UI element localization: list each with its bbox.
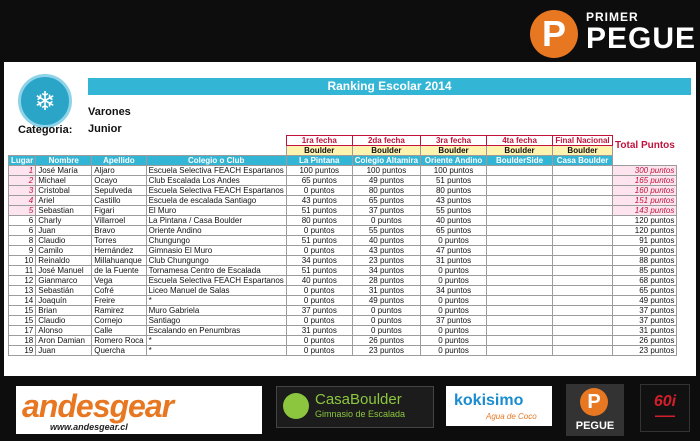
lugar-cell: 10	[9, 256, 36, 266]
modalidad-header: Boulder	[352, 146, 420, 156]
lugar-cell: 14	[9, 296, 36, 306]
fecha2-cell: 49 puntos	[352, 296, 420, 306]
apellido-cell: Quercha	[92, 346, 146, 356]
page-title: Ranking Escolar 2014	[88, 78, 691, 95]
lugar-cell: 9	[9, 246, 36, 256]
fecha3-cell: 0 puntos	[421, 346, 487, 356]
table-row	[9, 206, 677, 216]
nombre-cell: José Manuel	[36, 266, 92, 276]
total-cell: 120 puntos	[613, 216, 677, 226]
sixty-wordmark: 60i	[653, 393, 677, 410]
fecha5-cell	[553, 206, 613, 216]
fecha5-cell	[553, 296, 613, 306]
nombre-cell: Aron Damian	[36, 336, 92, 346]
fecha5-cell	[553, 196, 613, 206]
lugar-cell: 6	[9, 216, 36, 226]
fecha1-cell: 43 puntos	[286, 196, 352, 206]
nombre-cell: Juan	[36, 226, 92, 236]
lugar-cell: 3	[9, 186, 36, 196]
colegio-cell: Oriente Andino	[146, 226, 286, 236]
fecha2-cell: 0 puntos	[352, 216, 420, 226]
fecha5-cell	[553, 346, 613, 356]
fecha5-cell	[553, 176, 613, 186]
nombre-cell: Cristobal	[36, 186, 92, 196]
nombre-cell: Sebastián	[36, 286, 92, 296]
apellido-cell: Hernández	[92, 246, 146, 256]
nombre-cell: José María	[36, 166, 92, 176]
colegio-cell: Chungungo	[146, 236, 286, 246]
casaboulder-subtitle: Gimnasio de Escalada	[315, 409, 406, 419]
lugar-cell: 2	[9, 176, 36, 186]
fecha-header: 3ra fecha	[421, 136, 487, 146]
fecha5-cell	[553, 266, 613, 276]
fecha4-cell	[487, 186, 553, 196]
nombre-cell: Reinaldo	[36, 256, 92, 266]
table-row	[9, 266, 677, 276]
lugar-cell: 15	[9, 306, 36, 316]
total-cell: 85 puntos	[613, 266, 677, 276]
table-row	[9, 246, 677, 256]
fecha5-cell	[553, 216, 613, 226]
casaboulder-logo	[276, 386, 434, 428]
lugar-cell: 1	[9, 166, 36, 176]
fecha5-cell	[553, 226, 613, 236]
fecha1-cell: 0 puntos	[286, 316, 352, 326]
fecha2-cell: 23 puntos	[352, 346, 420, 356]
fecha4-cell	[487, 246, 553, 256]
nombre-cell: Claudio	[36, 316, 92, 326]
apellido-cell: Cofré	[92, 286, 146, 296]
table-row	[9, 176, 677, 186]
total-header: Total Puntos	[615, 140, 675, 151]
lugar-cell: 5	[9, 206, 36, 216]
lugar-cell: 15	[9, 316, 36, 326]
colegio-cell: Gimnasio El Muro	[146, 246, 286, 256]
fecha5-cell	[553, 306, 613, 316]
fecha2-cell: 49 puntos	[352, 176, 420, 186]
fecha3-cell: 100 puntos	[421, 166, 487, 176]
kokisimo-logo	[446, 386, 552, 426]
ranking-sheet	[4, 62, 696, 376]
fecha3-cell: 55 puntos	[421, 206, 487, 216]
fecha5-cell	[553, 236, 613, 246]
fecha5-cell	[553, 326, 613, 336]
fecha4-cell	[487, 216, 553, 226]
fecha2-cell: 26 puntos	[352, 336, 420, 346]
nombre-cell: Claudio	[36, 236, 92, 246]
colegio-cell: Escuela Selectiva FEACH Espartanos	[146, 166, 286, 176]
colegio-cell: *	[146, 296, 286, 306]
lugar-header: Lugar	[9, 156, 36, 166]
fecha1-cell: 51 puntos	[286, 266, 352, 276]
apellido-cell: Villarroel	[92, 216, 146, 226]
casaboulder-wordmark: CasaBoulder	[315, 391, 402, 408]
apellido-cell: Ramirez	[92, 306, 146, 316]
apellido-cell: Sepulveda	[92, 186, 146, 196]
nombre-cell: Michael	[36, 176, 92, 186]
apellido-cell: Ocayo	[92, 176, 146, 186]
fecha2-cell: 65 puntos	[352, 196, 420, 206]
nombre-cell: Gianmarco	[36, 276, 92, 286]
fecha4-cell	[487, 226, 553, 236]
fecha4-cell	[487, 296, 553, 306]
fecha3-cell: 47 puntos	[421, 246, 487, 256]
table-row	[9, 256, 677, 266]
fecha5-cell	[553, 286, 613, 296]
fecha3-cell: 34 puntos	[421, 286, 487, 296]
nombre-cell: Charly	[36, 216, 92, 226]
fecha5-cell	[553, 186, 613, 196]
fecha3-cell: 0 puntos	[421, 236, 487, 246]
fecha1-cell: 0 puntos	[286, 246, 352, 256]
modalidad-header: Boulder	[421, 146, 487, 156]
fecha3-cell: 43 puntos	[421, 196, 487, 206]
fecha5-cell	[553, 256, 613, 266]
andesgear-url: www.andesgear.cl	[50, 422, 128, 432]
total-cell: 90 puntos	[613, 246, 677, 256]
kokisimo-subtitle: Agua de Coco	[486, 412, 537, 421]
colegio-cell: Escalando en Penumbras	[146, 326, 286, 336]
pegue-badge-icon: P	[530, 10, 578, 58]
table-row	[9, 306, 677, 316]
lugar-cell: 13	[9, 286, 36, 296]
table-row	[9, 336, 677, 346]
nombre-cell: Juan	[36, 346, 92, 356]
fecha3-cell: 80 puntos	[421, 186, 487, 196]
primer-pegue-logo	[530, 6, 697, 58]
fecha3-cell: 31 puntos	[421, 256, 487, 266]
nombre-cell: Alonso	[36, 326, 92, 336]
colegio-header: Colegio o Club	[146, 156, 286, 166]
apellido-cell: Figari	[92, 206, 146, 216]
colegio-cell: Escuela Selectiva FEACH Espartanos	[146, 276, 286, 286]
fecha4-cell	[487, 206, 553, 216]
pegue-sponsor-text: PEGUE	[575, 420, 615, 432]
fecha3-cell: 0 puntos	[421, 296, 487, 306]
fecha1-cell: 0 puntos	[286, 336, 352, 346]
modalidad-header: Boulder	[487, 146, 553, 156]
apellido-header: Apellido	[92, 156, 146, 166]
fecha2-cell: 43 puntos	[352, 246, 420, 256]
apellido-cell: Bravo	[92, 226, 146, 236]
colegio-cell: Muro Gabriela	[146, 306, 286, 316]
category-value: Junior	[88, 123, 122, 135]
table-row	[9, 196, 677, 206]
fecha3-cell: 0 puntos	[421, 306, 487, 316]
fecha4-cell	[487, 336, 553, 346]
fecha-header: 1ra fecha	[286, 136, 352, 146]
lugar-cell: 12	[9, 276, 36, 286]
fecha3-cell: 0 puntos	[421, 266, 487, 276]
total-cell: 120 puntos	[613, 226, 677, 236]
fecha4-cell	[487, 266, 553, 276]
fecha1-cell: 37 puntos	[286, 306, 352, 316]
total-cell: 26 puntos	[613, 336, 677, 346]
lugar-cell: 4	[9, 196, 36, 206]
colegio-cell: El Muro	[146, 206, 286, 216]
colegio-cell: La Pintana / Casa Boulder	[146, 216, 286, 226]
nombre-cell: Ariel	[36, 196, 92, 206]
table-row	[9, 226, 677, 236]
total-cell: 160 puntos	[613, 186, 677, 196]
lugar-cell: 11	[9, 266, 36, 276]
total-cell: 37 puntos	[613, 316, 677, 326]
colegio-cell: Santiago	[146, 316, 286, 326]
fecha2-cell: 100 puntos	[352, 166, 420, 176]
apellido-cell: Romero Roca	[92, 336, 146, 346]
fecha-header: Final Nacional	[553, 136, 613, 146]
table-row	[9, 286, 677, 296]
federation-emblem-icon: ❄	[18, 74, 72, 128]
fecha1-cell: 51 puntos	[286, 236, 352, 246]
table-row	[9, 216, 677, 226]
fecha-header: 2da fecha	[352, 136, 420, 146]
total-cell: 31 puntos	[613, 326, 677, 336]
fecha3-cell: 0 puntos	[421, 276, 487, 286]
fecha2-cell: 23 puntos	[352, 256, 420, 266]
fecha2-cell: 37 puntos	[352, 206, 420, 216]
lugar-cell: 17	[9, 326, 36, 336]
kokisimo-wordmark: kokisimo	[454, 392, 524, 409]
fecha2-cell: 40 puntos	[352, 236, 420, 246]
fecha-header-row	[9, 136, 677, 146]
total-cell: 143 puntos	[613, 206, 677, 216]
lugar-cell: 8	[9, 236, 36, 246]
apellido-cell: Freire	[92, 296, 146, 306]
fecha2-cell: 0 puntos	[352, 306, 420, 316]
total-cell: 151 puntos	[613, 196, 677, 206]
column-header-row	[9, 156, 677, 166]
fecha3-cell: 40 puntos	[421, 216, 487, 226]
colegio-cell: *	[146, 336, 286, 346]
table-row	[9, 166, 677, 176]
apellido-cell: Aljaro	[92, 166, 146, 176]
fecha-header: 4ta fecha	[487, 136, 553, 146]
table-row	[9, 236, 677, 246]
ranking-rows	[9, 166, 677, 356]
table-row	[9, 296, 677, 306]
fecha3-cell: 0 puntos	[421, 336, 487, 346]
colegio-cell: Club Chungungo	[146, 256, 286, 266]
fecha4-cell	[487, 166, 553, 176]
gender-label: Varones	[88, 106, 131, 118]
total-cell: 300 puntos	[613, 166, 677, 176]
fecha1-cell: 34 puntos	[286, 256, 352, 266]
fecha1-cell: 100 puntos	[286, 166, 352, 176]
fecha1-cell: 0 puntos	[286, 346, 352, 356]
total-cell: 37 puntos	[613, 306, 677, 316]
fecha2-cell: 80 puntos	[352, 186, 420, 196]
fecha5-cell	[553, 316, 613, 326]
apellido-cell: Torres	[92, 236, 146, 246]
total-cell: 68 puntos	[613, 276, 677, 286]
sixty-logo	[640, 384, 690, 432]
fecha2-cell: 28 puntos	[352, 276, 420, 286]
total-cell: 65 puntos	[613, 286, 677, 296]
fecha1-cell: 31 puntos	[286, 326, 352, 336]
fecha1-cell: 80 puntos	[286, 216, 352, 226]
apellido-cell: Castillo	[92, 196, 146, 206]
colegio-cell: Liceo Manuel de Salas	[146, 286, 286, 296]
sede-header: Colegio Altamira	[352, 156, 420, 166]
total-cell: 91 puntos	[613, 236, 677, 246]
sponsor-strip	[0, 376, 700, 441]
modalidad-header-row	[9, 146, 677, 156]
fecha4-cell	[487, 196, 553, 206]
fecha4-cell	[487, 326, 553, 336]
fecha2-cell: 34 puntos	[352, 266, 420, 276]
table-row	[9, 316, 677, 326]
total-cell: 88 puntos	[613, 256, 677, 266]
fecha1-cell: 51 puntos	[286, 206, 352, 216]
table-row	[9, 276, 677, 286]
pegue-sponsor-logo	[566, 384, 624, 436]
logo-top-text: PRIMER	[586, 10, 639, 24]
ranking-table	[8, 135, 677, 356]
fecha4-cell	[487, 256, 553, 266]
fecha5-cell	[553, 276, 613, 286]
fecha4-cell	[487, 306, 553, 316]
logo-main-text: PEGUE	[586, 22, 697, 55]
nombre-cell: Brian	[36, 306, 92, 316]
apellido-cell: Cornejo	[92, 316, 146, 326]
lugar-cell: 6	[9, 226, 36, 236]
fecha4-cell	[487, 276, 553, 286]
lugar-cell: 18	[9, 336, 36, 346]
colegio-cell: Tornamesa Centro de Escalada	[146, 266, 286, 276]
total-cell: 49 puntos	[613, 296, 677, 306]
fecha1-cell: 0 puntos	[286, 286, 352, 296]
apellido-cell: Vega	[92, 276, 146, 286]
top-banner	[0, 0, 700, 62]
total-cell: 23 puntos	[613, 346, 677, 356]
fecha3-cell: 37 puntos	[421, 316, 487, 326]
fecha4-cell	[487, 316, 553, 326]
fecha2-cell: 31 puntos	[352, 286, 420, 296]
fecha5-cell	[553, 246, 613, 256]
fecha2-cell: 0 puntos	[352, 316, 420, 326]
sede-header: Oriente Andino	[421, 156, 487, 166]
fecha4-cell	[487, 346, 553, 356]
andesgear-logo	[16, 386, 262, 434]
fecha4-cell	[487, 236, 553, 246]
colegio-cell: Club Escalada Los Andes	[146, 176, 286, 186]
sede-header: La Pintana	[286, 156, 352, 166]
table-row	[9, 186, 677, 196]
climber-icon	[283, 393, 309, 419]
modalidad-header: Boulder	[286, 146, 352, 156]
fecha3-cell: 0 puntos	[421, 326, 487, 336]
fecha2-cell: 55 puntos	[352, 226, 420, 236]
apellido-cell: Calle	[92, 326, 146, 336]
sede-header: Casa Boulder	[553, 156, 613, 166]
andesgear-wordmark: andesgear	[22, 388, 174, 424]
fecha3-cell: 51 puntos	[421, 176, 487, 186]
sede-header: BoulderSide	[487, 156, 553, 166]
colegio-cell: *	[146, 346, 286, 356]
fecha5-cell	[553, 166, 613, 176]
fecha1-cell: 0 puntos	[286, 226, 352, 236]
nombre-header: Nombre	[36, 156, 92, 166]
fecha5-cell	[553, 336, 613, 346]
total-cell: 165 puntos	[613, 176, 677, 186]
fecha1-cell: 40 puntos	[286, 276, 352, 286]
fecha1-cell: 0 puntos	[286, 296, 352, 306]
pegue-p-icon: P	[580, 388, 608, 416]
fecha2-cell: 0 puntos	[352, 326, 420, 336]
colegio-cell: Escuela Selectiva FEACH Espartanos	[146, 186, 286, 196]
table-row	[9, 326, 677, 336]
nombre-cell: Sebastian	[36, 206, 92, 216]
nombre-cell: Camilo	[36, 246, 92, 256]
modalidad-header: Boulder	[553, 146, 613, 156]
nombre-cell: Joaquín	[36, 296, 92, 306]
sixty-decoration: ▬▬▬▬	[655, 413, 675, 419]
table-row	[9, 346, 677, 356]
fecha3-cell: 65 puntos	[421, 226, 487, 236]
apellido-cell: de la Fuente	[92, 266, 146, 276]
fecha1-cell: 0 puntos	[286, 186, 352, 196]
category-label: Categoria:	[18, 124, 73, 136]
lugar-cell: 19	[9, 346, 36, 356]
fecha4-cell	[487, 176, 553, 186]
apellido-cell: Millahuanque	[92, 256, 146, 266]
fecha1-cell: 65 puntos	[286, 176, 352, 186]
colegio-cell: Escuela de escalada Santiago	[146, 196, 286, 206]
fecha4-cell	[487, 286, 553, 296]
